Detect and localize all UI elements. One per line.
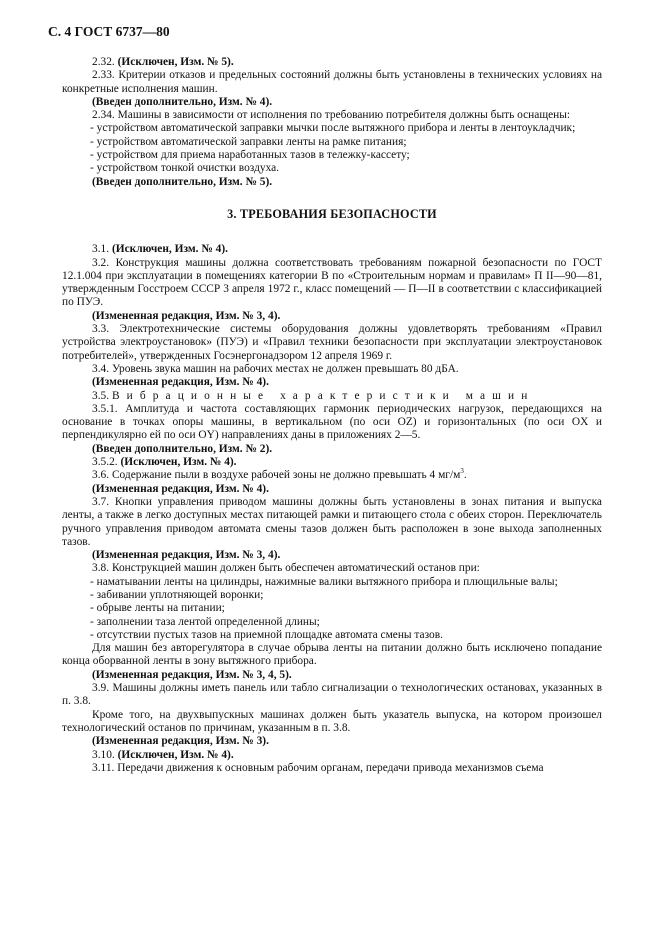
clause-number: 2.34. (92, 109, 115, 122)
clause-number: 3.7. (92, 495, 110, 508)
clause-text: (Исключен, Изм. № 4). (111, 243, 228, 256)
clause-text-end: . (463, 469, 467, 482)
paragraph (62, 257, 602, 310)
superscript: 3 (460, 467, 464, 476)
clause-number: 3.4. (92, 362, 110, 375)
clause-text: Машины должны иметь панель или табло сигнализации о технологических остановах, указанных в п. 3.8. (62, 682, 602, 708)
list-item: - отсутствии пустых тазов на приемной площадке автомата смены тазов. (90, 628, 443, 641)
paragraph (62, 749, 602, 762)
clause-number: 3.8. (92, 562, 110, 575)
clause-text: Электротехнические системы оборудования должны удовлетворять требованиям «Правил устройства электроустановок» (ПУЭ) и «Правил техники безопасности при эксплуатации электроустановок потребителей», утвержденных Госэнергонадзором 12 апреля 1969 г. (62, 323, 602, 362)
clause-text: Амплитуда и частота составляющих гармоник периодических нагрузок, передающихся на основание в точках опоры машины, в вертикальном (по оси OZ) и горизонтальных (по оси OX и перпендикулярно ей по оси OY) направлениях даны в приложениях 2—5. (62, 402, 602, 442)
clause-number: 3.9. (92, 682, 110, 695)
clause-text: Содержание пыли в воздухе рабочей зоны не должно превышать 4 мг/м (111, 469, 461, 482)
amendment-note: (Измененная редакция, Изм. № 3, 4). (92, 549, 281, 562)
clause-number: 3.2. (92, 256, 110, 269)
paragraph (62, 403, 602, 443)
clause-text: (Исключен, Изм. № 5). (117, 56, 234, 68)
clause-number: 3.1. (92, 243, 110, 256)
paragraph (62, 762, 602, 775)
clause-text: Для машин без авторегулятора в случае обрыва ленты на питании должно быть исключено попадание конца оборванной ленты в зону вытяжного прибора. (62, 642, 602, 668)
amendment-note: (Измененная редакция, Изм. № 4). (92, 376, 269, 389)
clause-number: 3.5.1. (92, 402, 118, 415)
amendment-note: (Введен дополнительно, Изм. № 2). (92, 442, 273, 455)
paragraph (62, 109, 602, 122)
list-item: - обрыве ленты на питании; (90, 602, 225, 615)
clause-text: Передачи движения к основным рабочим органам, передачи привода механизмов съема (117, 761, 544, 774)
paragraph (62, 709, 602, 736)
list-item: - заполнении таза лентой определенной длины; (90, 615, 320, 628)
amendment-note: (Измененная редакция, Изм. № 3). (92, 735, 269, 748)
clause-number: 3.3. (92, 323, 110, 336)
clause-number: 2.32. (92, 56, 115, 68)
paragraph (62, 323, 602, 363)
clause-text: (Исключен, Изм. № 4). (117, 748, 234, 761)
amendment-note: (Введен дополнительно, Изм. № 4). (92, 95, 273, 108)
amendment-note: (Измененная редакция, Изм. № 3, 4, 5). (92, 668, 292, 681)
clause-text: Вибрационные характеристики машин (111, 389, 535, 402)
clause-number: 3.5. (92, 389, 110, 402)
list-item: - наматывании ленты на цилиндры, нажимные валики вытяжного прибора и плющильные валы; (90, 575, 558, 588)
clause-number: 3.10. (92, 748, 115, 761)
paragraph (62, 243, 602, 256)
list-item: - устройством автоматической заправки ленты на рамке питания; (90, 135, 407, 148)
clause-number: 3.6. (92, 469, 110, 482)
amendment-note: (Введен дополнительно, Изм. № 5). (92, 175, 273, 188)
paragraph (62, 363, 602, 376)
paragraph (62, 56, 602, 69)
list-item: - устройством автоматической заправки мычки после вытяжного прибора и ленты в лентоукладчик; (90, 122, 576, 135)
paragraph (62, 562, 602, 575)
paragraph (62, 390, 602, 403)
clause-number: 3.11. (92, 761, 115, 774)
paragraph (62, 642, 602, 669)
paragraph (62, 469, 602, 482)
amendment-note: (Измененная редакция, Изм. № 4). (92, 482, 269, 495)
document-body (62, 56, 602, 775)
clause-text: Машины в зависимости от исполнения по требованию потребителя должны быть оснащены: (117, 109, 571, 122)
clause-text: Уровень звука машин на рабочих местах не должен превышать 80 дБА. (111, 362, 459, 375)
clause-text: Критерии отказов и предельных состояний должны быть установлены в технических условиях на конкретные исполнения машин. (62, 69, 603, 95)
clause-number: 2.33. (92, 69, 115, 82)
amendment-note: (Измененная редакция, Изм. № 3, 4). (92, 309, 281, 322)
clause-text: Кроме того, на двухвыпускных машинах должен быть указатель выпуска, на котором произошел технологический останов по причинам, указанным в п. 3.8. (62, 708, 602, 734)
list-item: - забивании уплотняющей воронки; (90, 588, 264, 601)
paragraph (62, 69, 602, 96)
paragraph (62, 456, 602, 469)
clause-text: Кнопки управления приводом машины должны быть установлены в зонах питания и выпуска ленты, а также в легко доступных местах питающей рамки и питающего стола с обеих сторон. Переключатель ручного управления приводом автомата смены тазов должен быть расположен в зоне выхода заполненных тазов. (62, 495, 602, 548)
clause-text: (Исключен, Изм. № 4). (120, 456, 237, 469)
clause-text: Конструкция машины должна соответствовать требованиям пожарной безопасности по ГОСТ 12.1.004 при эксплуатации в помещениях категории В по «Строительным нормам и правилам» П II—90—81, утвержденным Госстроем СССР 3 апреля 1972 г., класс помещений — П—II в соответствии с классификацией по ПУЭ. (62, 256, 602, 309)
section-heading: 3. ТРЕБОВАНИЯ БЕЗОПАСНОСТИ (227, 206, 437, 221)
paragraph (62, 682, 602, 709)
list-item: - устройством для приема наработанных тазов в тележку-кассету; (90, 149, 410, 162)
list-item: - устройством тонкой очистки воздуха. (90, 162, 280, 175)
paragraph (62, 496, 602, 549)
clause-text: Конструкцией машин должен быть обеспечен автоматический останов при: (111, 562, 480, 575)
clause-number: 3.5.2. (92, 456, 118, 469)
page-header: С. 4 ГОСТ 6737—80 (48, 24, 170, 39)
